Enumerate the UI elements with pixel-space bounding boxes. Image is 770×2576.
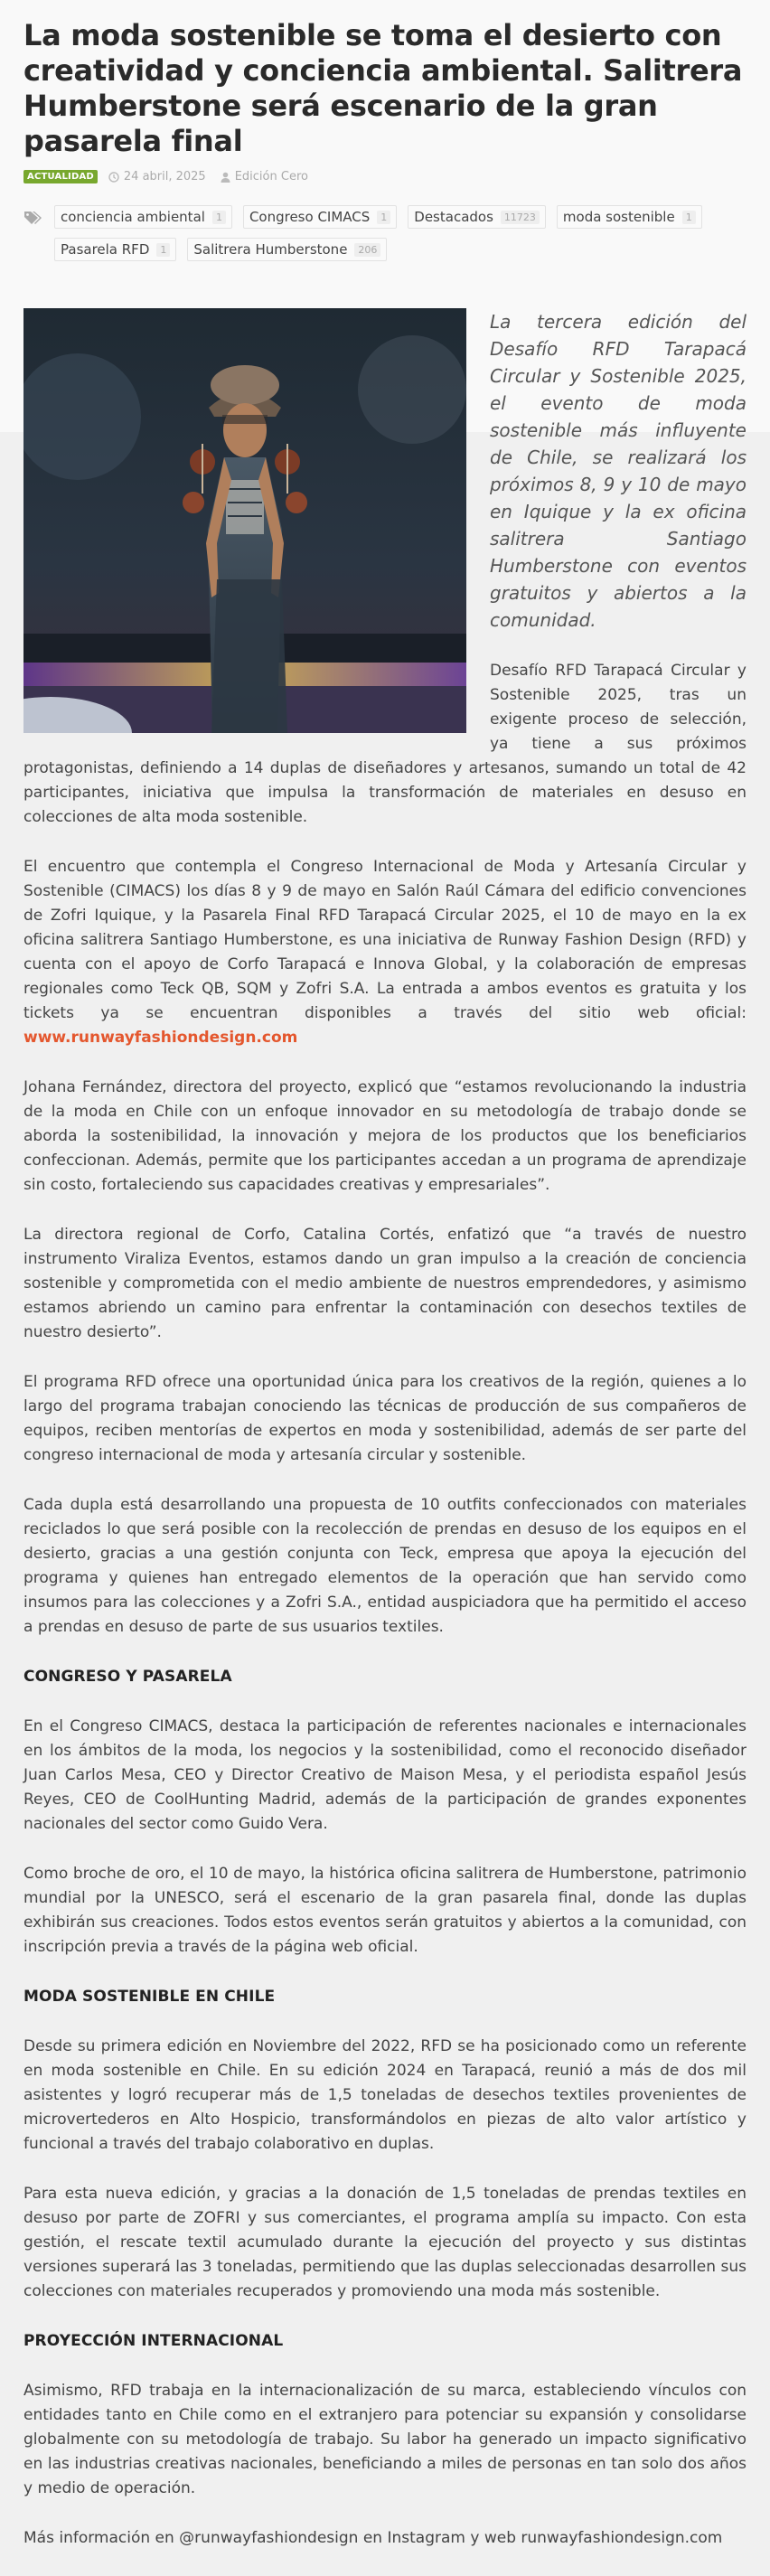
paragraph-11: Asimismo, RFD trabaja en la internacionalización de su marca, estableciendo vínculos con entidades tanto en Chile como en el extranjero para potenciar su expansión y consolidarse globalmente con su metodología de trabajo. Su labor ha generado un impacto significativo en las industrias creativas nacionales, beneficiando a miles de personas en tan solo dos años y medio de operación. <box>23 2382 747 2497</box>
date-meta <box>108 170 206 183</box>
paragraph-8: Como broche de oro, el 10 de mayo, la histórica oficina salitrera de Humberstone, patrimonio mundial por la UNESCO, será el escenario de la gran pasarela final, donde las duplas exhibirán sus creaciones. Todos estos eventos serán gratuitos y abiertos a la comunidad, con inscripción previa a través de la página web oficial. <box>23 1865 747 1956</box>
post-date: 24 abril, 2025 <box>123 170 206 183</box>
tag-label: Pasarela RFD <box>61 241 150 258</box>
paragraph-6: Cada dupla está desarrollando una propuesta de 10 outfits confeccionados con materiales reciclados lo que será posible con la recolección de prendas en desuso de los equipos en el desierto, gracias a una gestión conjunta con Teck, empresa que apoya la ejecución del programa y quienes han entregado elementos de la operación que han servido como insumos para las colecciones y a Zofri S.A., entidad auspiciadora que ha permitido el acceso a prendas en desuso de parte de sus usuarios textiles. <box>23 1496 747 1636</box>
tag-item[interactable] <box>243 205 397 229</box>
paragraph-7: En el Congreso CIMACS, destaca la participación de referentes nacionales e internacionales en los ámbitos de la moda, los negocios y la sostenibilidad, como el reconocido diseñador Juan Carlos Mesa, CEO y Director Creativo de Maison Mesa, y el periodista español Jesús Reyes, CEO de CoolHunting Madrid, además de la participación de grandes exponentes nacionales del sector como Guido Vera. <box>23 1717 747 1833</box>
tag-count: 1 <box>156 243 170 257</box>
post-author[interactable]: Edición Cero <box>234 170 308 183</box>
tag-item[interactable] <box>408 205 546 229</box>
tag-count: 206 <box>354 243 380 257</box>
paragraph-2 <box>23 855 747 1050</box>
tag-count: 11723 <box>501 211 540 224</box>
tag-label: Congreso CIMACS <box>249 209 371 225</box>
paragraph-3: Johana Fernández, directora del proyecto, explicó que “estamos revolucionando la industria de la moda en Chile con un enfoque innovador en su metodología de trabajo donde se aborda la sostenibilidad, la innovación y mejora de los productos que los beneficiarios confeccionan. Además, permite que los participantes accedan a un programa de aprendizaje sin costo, fortaleciendo sus capacidades creativas y empresariales”. <box>23 1078 747 1194</box>
tag-bar <box>23 205 747 270</box>
article-title: La moda sostenible se toma el desierto con creatividad y conciencia ambiental. Salitrera Humberstone será escenario de la gran pasarela final <box>23 18 743 158</box>
tag-item[interactable] <box>54 205 232 229</box>
tags-icon <box>23 211 43 225</box>
paragraph-5: El programa RFD ofrece una oportunidad única para los creativos de la región, quienes a lo largo del programa trabajan conociendo las técnicas de producción de sus compañeros de equipos, reciben mentorías de expertos en moda y sostenibilidad, además de ser parte del congreso internacional de moda y artesanía circular y sostenible. <box>23 1373 747 1464</box>
clock-icon <box>108 172 119 183</box>
article-body <box>23 308 747 2551</box>
tag-count: 1 <box>212 211 226 224</box>
tag-label: moda sostenible <box>562 209 675 225</box>
paragraph-2-text: El encuentro que contempla el Congreso Internacional de Moda y Artesanía Circular y Sostenible (CIMACS) los días 8 y 9 de mayo en Salón Raúl Cámara del edificio convenciones de Zofri Iquique, y la Pasarela Final RFD Tarapacá Circular 2025, el 10 de mayo en la ex oficina salitrera Santiago Humberstone, es una iniciativa de Runway Fashion Design (RFD) y cuenta con el apoyo de Corfo Tarapacá e Innova Global, y la colaboración de empresas regionales como Teck QB, SQM y Zofri S.A. La entrada a ambos eventos es gratuita y los tickets ya se encuentran disponibles a través del sitio web oficial: <box>23 858 747 1022</box>
website-link[interactable]: www.runwayfashiondesign.com <box>23 1029 298 1047</box>
tag-label: conciencia ambiental <box>61 209 205 225</box>
tag-count: 1 <box>377 211 390 224</box>
paragraph-12: Más información en @runwayfashiondesign en Instagram y web runwayfashiondesign.com <box>23 2529 723 2547</box>
paragraph-1: Desafío RFD Tarapacá Circular y Sostenible 2025, tras un exigente proceso de selección, ya tiene a sus próximos protagonistas, definiendo a 14 duplas de diseñadores y artesanos, sumando un total de 42 participantes, iniciativa que impulsa la transformación de materiales en desuso en colecciones de alta moda sostenible. <box>23 662 747 826</box>
section-heading-proyeccion: PROYECCIÓN INTERNACIONAL <box>23 2332 284 2350</box>
paragraph-9: Desde su primera edición en Noviembre del 2022, RFD se ha posicionado como un referente en moda sostenible en Chile. En su edición 2024 en Tarapacá, reunió a más de dos mil asistentes y logró recuperar más de 1,5 toneladas de desechos textiles provenientes de microvertederos en Alto Hospicio, transformándolos en piezas de alto valor artístico y funcional a través del trabajo colaborativo en duplas. <box>23 2037 747 2153</box>
tag-label: Salitrera Humberstone <box>193 241 348 258</box>
article-photo[interactable] <box>23 308 466 733</box>
tag-count: 1 <box>682 211 696 224</box>
section-heading-moda: MODA SOSTENIBLE EN CHILE <box>23 1988 276 2006</box>
article-meta <box>23 170 747 183</box>
tag-item[interactable] <box>187 238 387 261</box>
article-lead: La tercera edición del Desafío RFD Tarapacá Circular y Sostenible 2025, el evento de moda sostenible más influyente de Chile, se realizará los próximos 8, 9 y 10 de mayo en Iquique y la ex oficina salitrera Santiago Humberstone con eventos gratuitos y abiertos a la comunidad. <box>490 311 747 631</box>
tag-item[interactable] <box>54 238 176 261</box>
paragraph-10: Para esta nueva edición, y gracias a la donación de 1,5 toneladas de prendas textiles en desuso por parte de ZOFRI y sus comerciantes, el programa amplía su impacto. Con esta gestión, el rescate textil acumulado durante la ejecución del proyecto y sus distintas versiones superará las 3 toneladas, permitiendo que las duplas seleccionadas desarrollen sus colecciones con materiales recuperados y promoviendo una moda más sostenible. <box>23 2185 747 2300</box>
tag-label: Destacados <box>414 209 493 225</box>
tag-item[interactable] <box>557 205 702 229</box>
section-heading-congreso: CONGRESO Y PASARELA <box>23 1668 232 1686</box>
user-icon <box>221 172 230 183</box>
author-meta[interactable] <box>221 170 308 183</box>
paragraph-4: La directora regional de Corfo, Catalina Cortés, enfatizó que “a través de nuestro instrumento Viraliza Eventos, estamos dando un gran impulso a la creación de conciencia sostenible y comprometida con el medio ambiente de nuestros emprendedores, y asimismo estamos abriendo un camino para enfrentar la contaminación con desechos textiles de nuestro desierto”. <box>23 1226 747 1341</box>
category-badge[interactable]: ACTUALIDAD <box>23 170 98 183</box>
runway-model-image <box>23 308 466 733</box>
tag-list <box>54 205 723 270</box>
